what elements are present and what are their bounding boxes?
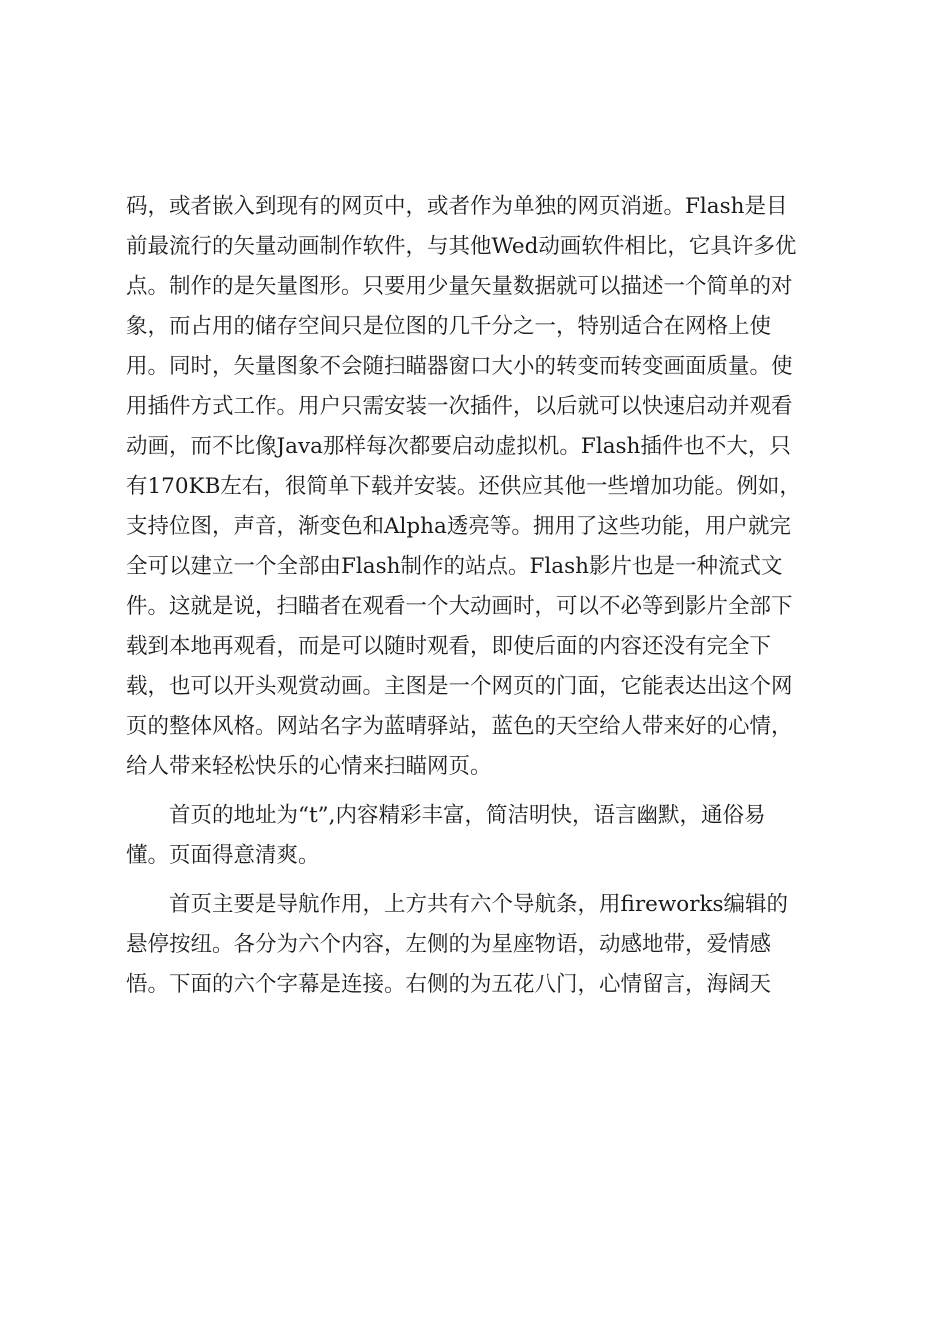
text-line: 懂。页面得意清爽。	[126, 843, 320, 868]
text-line: 全可以建立一个全部由Flash制作的站点。Flash影片也是一种流式文	[126, 554, 783, 579]
text-line: 支持位图，声音，渐变色和Alpha透亮等。拥用了这些功能，用户就完	[126, 514, 791, 539]
text-line: 件。这就是说，扫瞄者在观看一个大动画时，可以不必等到影片全部下	[126, 594, 793, 619]
text-line: 用。同时，矢量图象不会随扫瞄器窗口大小的转变而转变画面质量。使	[126, 354, 793, 379]
text-line: 首页主要是导航作用，上方共有六个导航条，用fireworks编辑的	[126, 892, 789, 917]
text-line: 悬停按纽。各分为六个内容，左侧的为星座物语，动感地带，爱情感	[126, 932, 772, 957]
text-line: 悟。下面的六个字幕是连接。右侧的为五花八门，心情留言，海阔天	[126, 972, 772, 997]
text-line: 页的整体风格。网站名字为蓝晴驿站，蓝色的天空给人带来好的心情，	[126, 714, 793, 739]
text-line: 动画，而不比像Java那样每次都要启动虚拟机。Flash插件也不大，只	[126, 434, 791, 459]
text-line: 载，也可以开头观赏动画。主图是一个网页的门面，它能表达出这个网	[126, 674, 793, 699]
text-line: 有170KB左右，很简单下载并安装。还供应其他一些增加功能。例如，	[126, 474, 801, 499]
text-line: 码，或者嵌入到现有的网页中，或者作为单独的网页消逝。Flash是目	[126, 194, 788, 219]
text-line: 前最流行的矢量动画制作软件，与其他Wed动画软件相比，它具许多优	[126, 234, 797, 259]
paragraph-flash-intro	[126, 187, 838, 787]
document-body	[126, 187, 838, 1005]
text-line: 点。制作的是矢量图形。只要用少量矢量数据就可以描述一个简单的对	[126, 274, 793, 299]
text-line: 象，而占用的储存空间只是位图的几千分之一，特别适合在网格上使	[126, 314, 772, 339]
paragraph-homepage-navigation	[126, 885, 838, 1005]
text-line: 用插件方式工作。用户只需安装一次插件，以后就可以快速启动并观看	[126, 394, 793, 419]
text-line: 首页的地址为“t”,内容精彩丰富，简洁明快，语言幽默，通俗易	[126, 803, 766, 828]
text-line: 载到本地再观看，而是可以随时观看，即使后面的内容还没有完全下	[126, 634, 772, 659]
paragraph-homepage-address	[126, 796, 838, 876]
text-line: 给人带来轻松快乐的心情来扫瞄网页。	[126, 754, 492, 779]
